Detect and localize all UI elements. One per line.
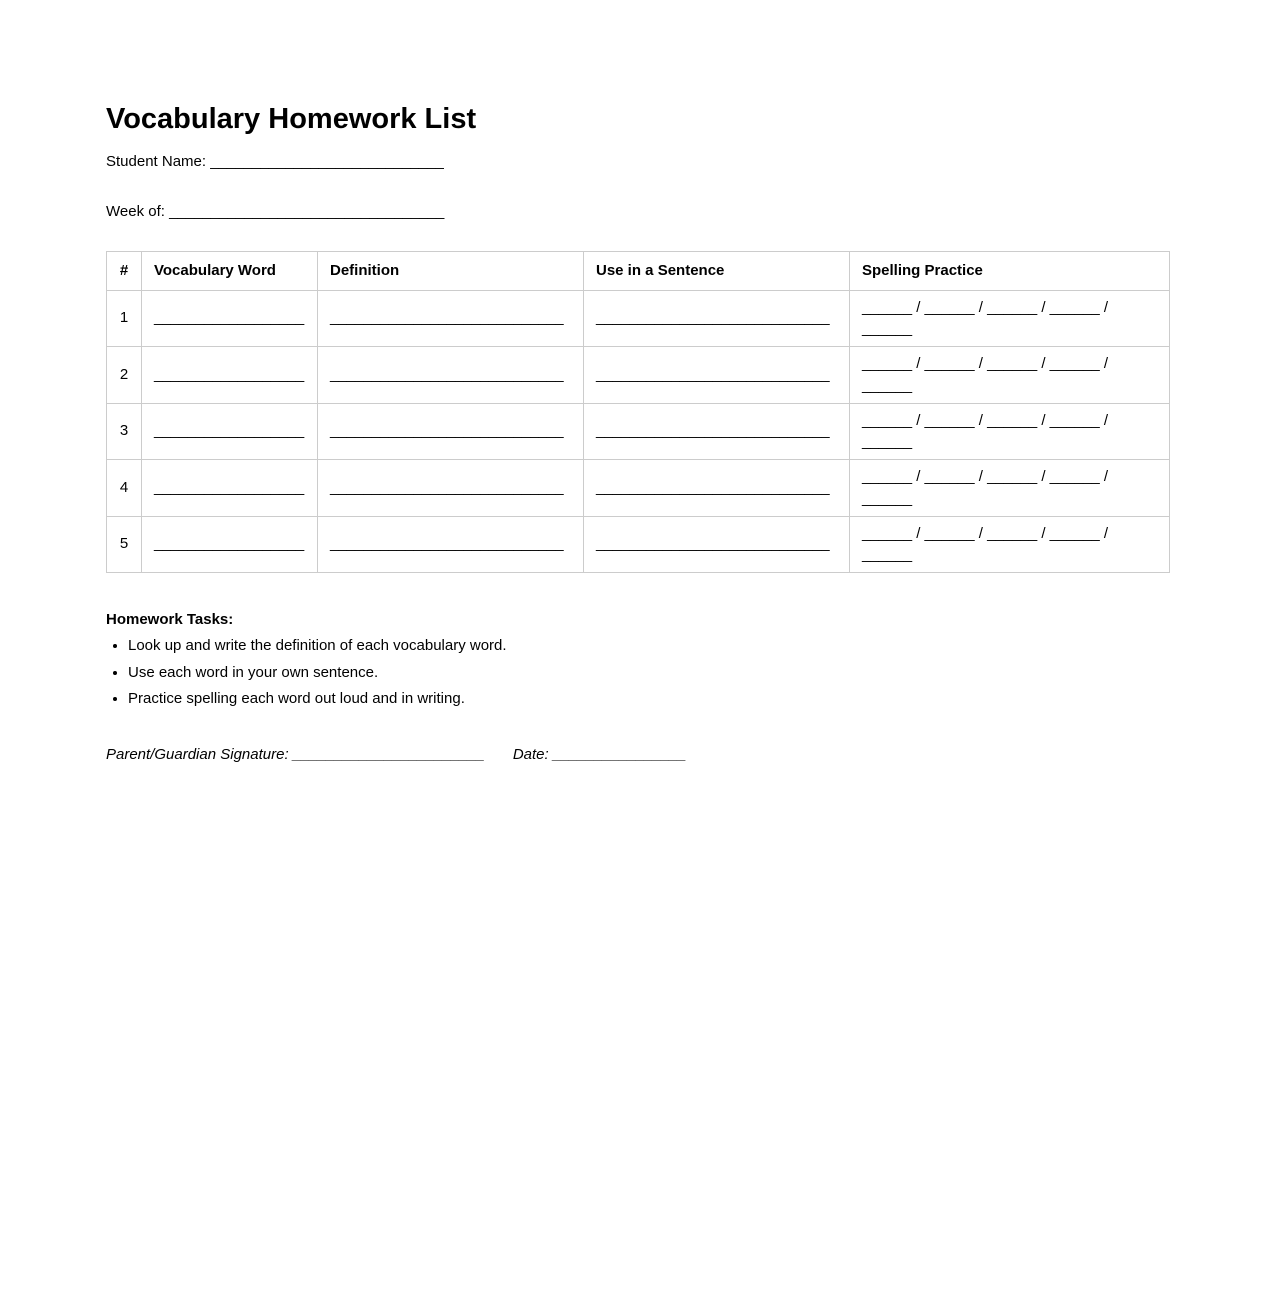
signature-blank: _______________________ — [292, 746, 485, 764]
signature-label: Parent/Guardian Signature: — [106, 746, 289, 764]
spelling-cell: ______ / ______ / ______ / ______ / ______ — [850, 516, 1170, 573]
definition-cell — [318, 347, 584, 404]
row-number: 3 — [107, 403, 142, 460]
homework-tasks-list — [106, 635, 1168, 710]
definition-blank: ____________________________ — [330, 478, 564, 496]
vocab-table — [106, 251, 1170, 573]
date-label: Date: — [512, 746, 549, 764]
student-name-line — [106, 151, 1168, 173]
definition-cell — [318, 290, 584, 347]
week-of-line — [106, 201, 1168, 223]
definition-blank: ____________________________ — [330, 535, 564, 553]
word-cell — [142, 460, 318, 517]
signature-line — [106, 744, 1168, 766]
sentence-cell — [584, 460, 850, 517]
vocab-table-body — [107, 290, 1170, 573]
vocab-table-header — [107, 251, 1170, 290]
word-blank: __________________ — [154, 478, 305, 496]
row-number: 4 — [107, 460, 142, 517]
definition-cell — [318, 403, 584, 460]
task-item: • Use each word in your own sentence. — [128, 662, 1168, 684]
table-row — [107, 403, 1170, 460]
row-number: 1 — [107, 290, 142, 347]
table-row — [107, 460, 1170, 517]
header-spelling-practice: Spelling Practice — [850, 251, 1170, 290]
header-row — [107, 251, 1170, 290]
student-name-label: Student Name: — [106, 153, 207, 171]
spelling-cell: ______ / ______ / ______ / ______ / ______ — [850, 290, 1170, 347]
definition-blank: ____________________________ — [330, 309, 564, 327]
sentence-blank: ____________________________ — [596, 478, 830, 496]
word-cell — [142, 403, 318, 460]
header-number: # — [107, 251, 142, 290]
homework-tasks-heading: Homework Tasks: — [106, 611, 234, 629]
definition-cell — [318, 460, 584, 517]
word-cell — [142, 290, 318, 347]
sentence-blank: ____________________________ — [596, 365, 830, 383]
word-blank: __________________ — [154, 422, 305, 440]
sentence-cell — [584, 403, 850, 460]
table-row — [107, 516, 1170, 573]
sentence-cell — [584, 516, 850, 573]
definition-cell — [318, 516, 584, 573]
date-blank: ________________ — [552, 746, 687, 764]
spelling-cell: ______ / ______ / ______ / ______ / ______ — [850, 403, 1170, 460]
row-number: 5 — [107, 516, 142, 573]
word-cell — [142, 516, 318, 573]
week-of-blank: _________________________________ — [169, 203, 445, 221]
word-blank: __________________ — [154, 365, 305, 383]
definition-blank: ____________________________ — [330, 365, 564, 383]
sentence-blank: ____________________________ — [596, 309, 830, 327]
sentence-blank: ____________________________ — [596, 535, 830, 553]
word-cell — [142, 347, 318, 404]
week-of-label: Week of: — [106, 203, 165, 221]
spelling-cell: ______ / ______ / ______ / ______ / ______ — [850, 347, 1170, 404]
table-row — [107, 347, 1170, 404]
sentence-cell — [584, 290, 850, 347]
row-number: 2 — [107, 347, 142, 404]
header-use-in-sentence: Use in a Sentence — [584, 251, 850, 290]
header-definition: Definition — [318, 251, 584, 290]
spelling-cell: ______ / ______ / ______ / ______ / ______ — [850, 460, 1170, 517]
task-item: • Practice spelling each word out loud and in writing. — [128, 688, 1168, 710]
word-blank: __________________ — [154, 309, 305, 327]
sentence-blank: ____________________________ — [596, 422, 830, 440]
student-name-blank: ____________________________ — [210, 153, 444, 171]
header-vocabulary-word: Vocabulary Word — [142, 251, 318, 290]
page-title: Vocabulary Homework List — [106, 103, 477, 135]
sentence-cell — [584, 347, 850, 404]
definition-blank: ____________________________ — [330, 422, 564, 440]
task-item: • Look up and write the definition of each vocabulary word. — [128, 635, 1168, 657]
table-row — [107, 290, 1170, 347]
word-blank: __________________ — [154, 535, 305, 553]
